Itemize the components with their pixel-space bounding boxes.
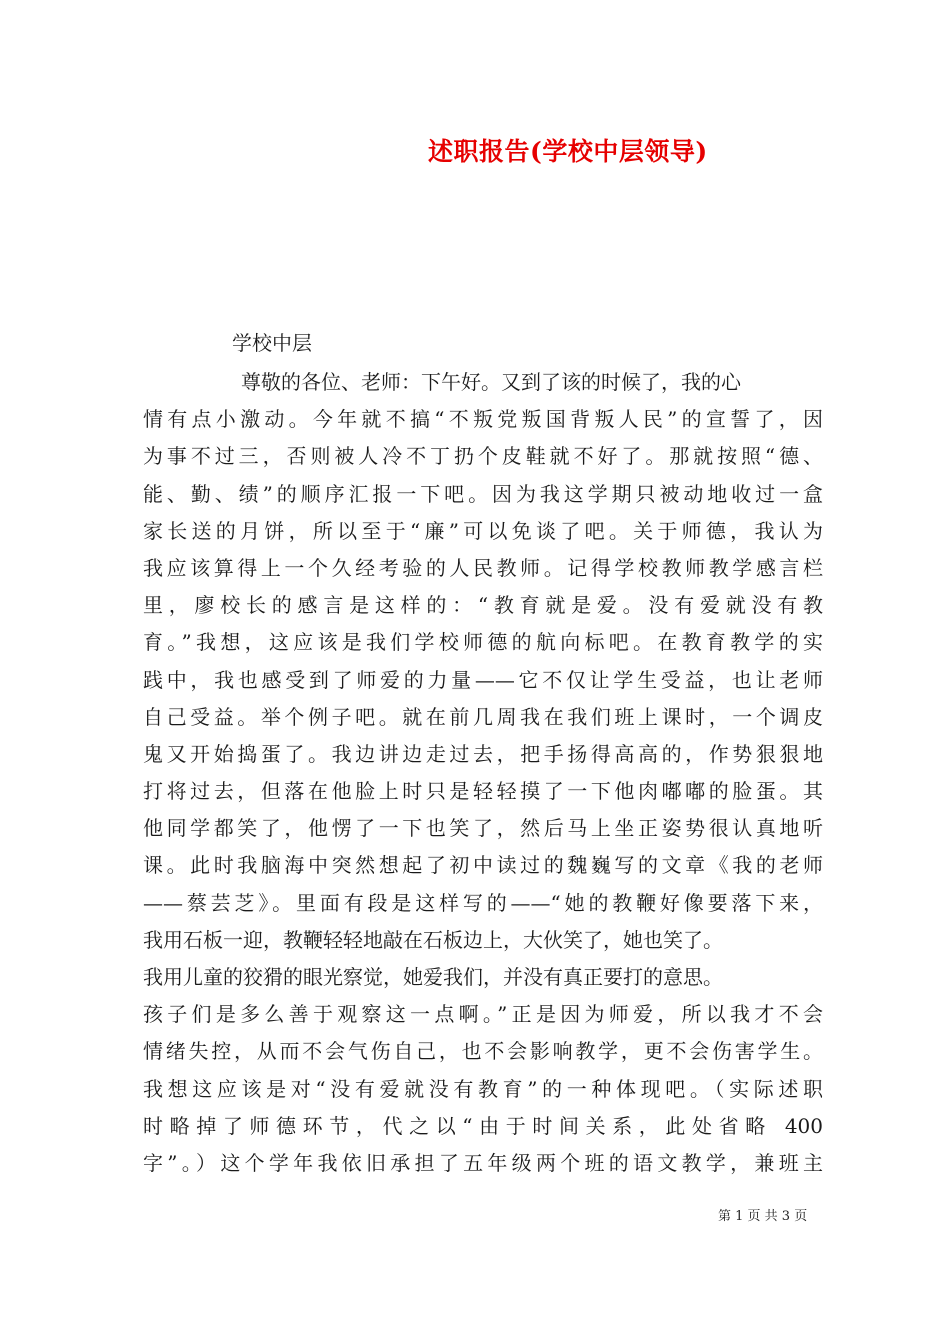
document-title: 述职报告(学校中层领导)	[428, 137, 708, 166]
body-line: 为事不过三，否则被人冷不丁扔个皮鞋就不好了。那就按照“德、	[143, 444, 823, 469]
body-line: 孩子们是多么善于观察这一点啊。”正是因为师爱，所以我才不会	[143, 1002, 823, 1027]
body-line: 字”。）这个学年我依旧承担了五年级两个班的语文教学，兼班主	[143, 1150, 823, 1175]
body-line: 我用石板一迎，教鞭轻轻地敲在石板边上，大伙笑了，她也笑了。	[143, 927, 723, 952]
body-line: 里，廖校长的感言是这样的：“教育就是爱。没有爱就没有教	[143, 593, 823, 618]
page-number: 第 1 页 共 3 页	[718, 1209, 808, 1224]
body-line: 我想这应该是对“没有爱就没有教育”的一种体现吧。（实际述职	[143, 1076, 823, 1101]
body-line: 自己受益。举个例子吧。就在前几周我在我们班上课时，一个调皮	[143, 704, 823, 729]
body-line: 我应该算得上一个久经考验的人民教师。记得学校教师教学感言栏	[143, 555, 823, 580]
body-line: 尊敬的各位、老师：下午好。又到了该的时候了，我的心	[241, 370, 741, 394]
body-line: ——蔡芸芝》。里面有段是这样写的——“她的教鞭好像要落下来，	[143, 890, 823, 915]
body-line: 打将过去，但落在他脸上时只是轻轻摸了一下他肉嘟嘟的脸蛋。其	[143, 779, 823, 804]
body-line: 家长送的月饼，所以至于“廉”可以免谈了吧。关于师德，我认为	[143, 518, 823, 543]
body-line: 时略掉了师德环节，代之以“由于时间关系，此处省略 400	[143, 1113, 823, 1138]
body-line: 情绪失控，从而不会气伤自己，也不会影响教学，更不会伤害学生。	[143, 1039, 823, 1064]
body-line: 情有点小激动。今年就不搞“不叛党叛国背叛人民”的宣誓了，因	[143, 407, 823, 432]
body-line: 鬼又开始捣蛋了。我边讲边走过去，把手扬得高高的，作势狠狠地	[143, 741, 823, 766]
body-line: 课。此时我脑海中突然想起了初中读过的魏巍写的文章《我的老师	[143, 853, 823, 878]
body-line: 他同学都笑了，他愣了一下也笑了，然后马上坐正姿势很认真地听	[143, 816, 823, 841]
body-paragraph	[143, 364, 823, 1182]
document-subheading: 学校中层	[232, 331, 312, 355]
body-line: 能、勤、绩”的顺序汇报一下吧。因为我这学期只被动地收过一盒	[143, 481, 823, 506]
body-line: 我用儿童的狡猾的眼光察觉，她爱我们，并没有真正要打的意思。	[143, 965, 723, 989]
body-line: 践中，我也感受到了师爱的力量——它不仅让学生受益，也让老师	[143, 667, 823, 692]
body-line: 育。”我想，这应该是我们学校师德的航向标吧。在教育教学的实	[143, 630, 823, 655]
